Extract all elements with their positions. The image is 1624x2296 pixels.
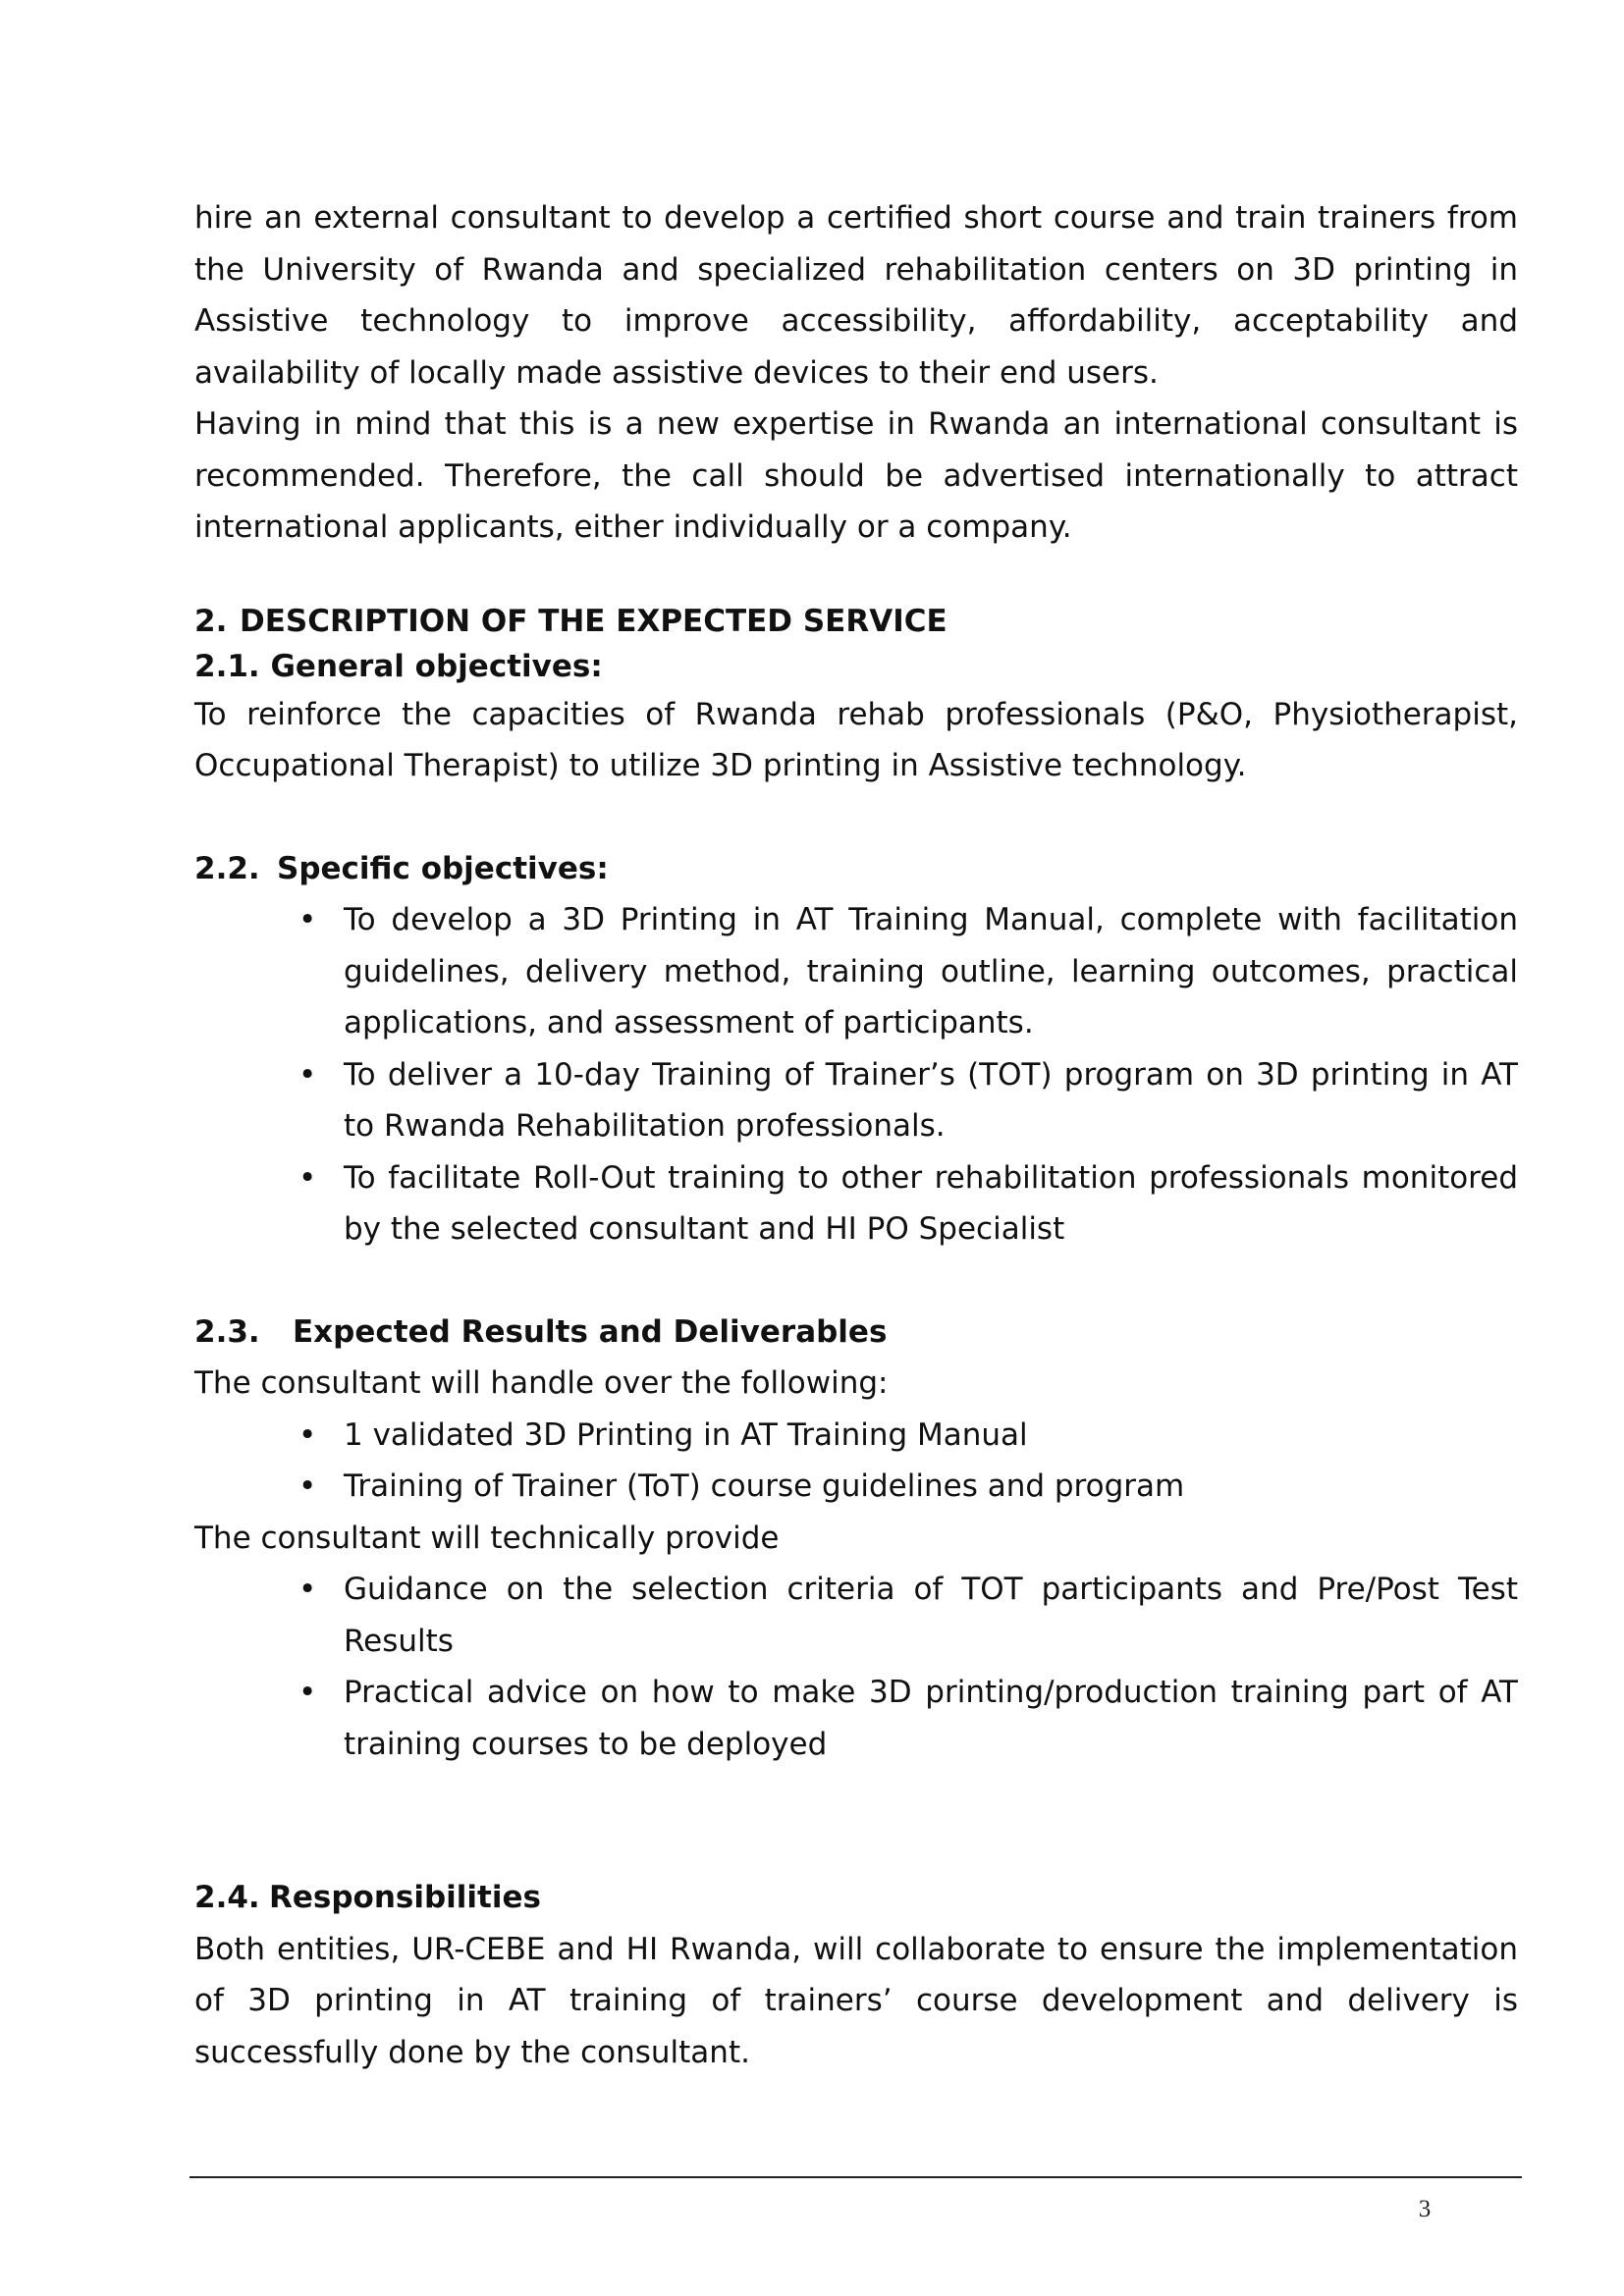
general-objectives-text: To reinforce the capacities of Rwanda rehab professionals (P&O, Physiotherapist, Occupational Therapist) to utilize 3D printing in Assistive technology. bbox=[194, 696, 1518, 783]
technical-provision-list bbox=[194, 1564, 1518, 1770]
responsibilities-text: Both entities, UR-CEBE and HI Rwanda, will collaborate to ensure the implementation of 3D printing in AT training of trainers’ course development and delivery is successfully done by the consultant. bbox=[194, 1931, 1518, 2070]
list-item: • Guidance on the selection criteria of TOT participants and Pre/Post Test Results bbox=[344, 1564, 1518, 1667]
list-item: • To develop a 3D Printing in AT Training Manual, complete with facilitation guidelines, delivery method, training outline, learning outcomes, practical applications, and assessment of participants. bbox=[344, 894, 1518, 1049]
page-content bbox=[194, 192, 1518, 2078]
responsibilities-title: Responsibilities bbox=[269, 1880, 541, 1915]
expected-results-heading bbox=[194, 1307, 1518, 1359]
list-item: • To deliver a 10-day Training of Trainer’s (TOT) program on 3D printing in AT to Rwanda Rehabilitation professionals. bbox=[344, 1049, 1518, 1152]
footer-divider bbox=[189, 2176, 1522, 2178]
results-intro-2: The consultant will technically provide bbox=[194, 1520, 780, 1556]
section-2-heading bbox=[194, 599, 1518, 644]
expected-results-title: Expected Results and Deliverables bbox=[293, 1313, 888, 1350]
results-intro-1: The consultant will handle over the following: bbox=[194, 1365, 889, 1401]
spacer bbox=[194, 1770, 1518, 1872]
list-item: • Training of Trainer (ToT) course guidelines and program bbox=[344, 1461, 1518, 1513]
deliverables-list bbox=[194, 1410, 1518, 1513]
spacer bbox=[194, 792, 1518, 843]
specific-objectives-list bbox=[194, 894, 1518, 1255]
general-objectives-heading: 2.1. General objectives: bbox=[194, 648, 603, 684]
page-number: 3 bbox=[1418, 2196, 1432, 2222]
responsibilities-heading bbox=[194, 1872, 1518, 1924]
section-2-title: DESCRIPTION OF THE EXPECTED SERVICE bbox=[240, 603, 947, 639]
spacer bbox=[194, 1255, 1518, 1307]
intro-paragraph-1: hire an external consultant to develop a certified short course and train trainers from the University of Rwanda and specialized rehabilitation centers on 3D printing in Assistive technology to improve accessibility, affordability, acceptability and availability of locally made assistive devices to their end users. bbox=[194, 200, 1518, 391]
section-2-number: 2. bbox=[194, 603, 228, 639]
specific-objectives-title: Specific objectives: bbox=[277, 850, 609, 886]
specific-objectives-heading bbox=[194, 843, 1518, 895]
intro-paragraph-2: Having in mind that this is a new expertise in Rwanda an international consultant is recommended. Therefore, the call should be advertised internationally to attract international applicants, either individually or a company. bbox=[194, 406, 1518, 545]
list-item: • Practical advice on how to make 3D printing/production training part of AT training courses to be deployed bbox=[344, 1667, 1518, 1770]
expected-results-number: 2.3. bbox=[194, 1313, 260, 1350]
spacer bbox=[194, 554, 1518, 599]
specific-objectives-number: 2.2. bbox=[194, 850, 260, 886]
list-item: • To facilitate Roll-Out training to other rehabilitation professionals monitored by the selected consultant and HI PO Specialist bbox=[344, 1152, 1518, 1255]
list-item: • 1 validated 3D Printing in AT Training Manual bbox=[344, 1410, 1518, 1462]
responsibilities-number: 2.4. bbox=[194, 1880, 260, 1915]
